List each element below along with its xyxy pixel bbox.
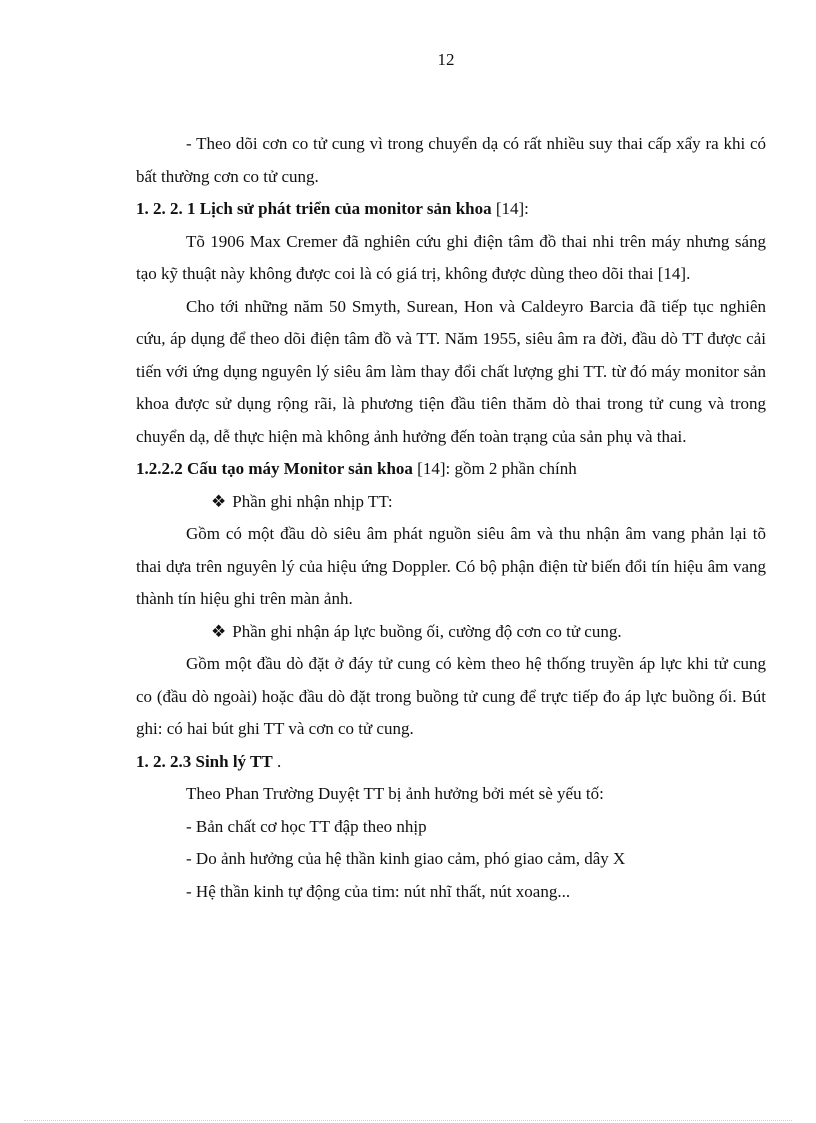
bullet-heart-rate-text: Phần ghi nhận nhịp TT: (232, 491, 393, 511)
diamond-bullet-icon: ❖ (211, 491, 227, 511)
document-body (136, 128, 766, 908)
paragraph-history-1950s: Cho tới những năm 50 Smyth, Surean, Hon và Caldeyro Barcia đã tiếp tục nghiên cứu, áp dụng để theo dõi điện tâm đồ và TT. Năm 1955, siêu âm ra đời, đầu dò TT được cải tiến với ứng dụng nguyên lý siêu âm làm thay đổi chất lượng ghi TT. từ đó máy monitor sản khoa được sử dụng rộng rãi, là phương tiện đầu tiên thăm dò thai trong tử cung và trong chuyển dạ, dễ thực hiện mà không ảnh hưởng đến toàn trạng của sản phụ và thai. (136, 296, 766, 446)
section-heading-physiology-suffix: . (272, 751, 282, 771)
section-heading-structure (136, 453, 766, 486)
page-number: 12 (437, 50, 455, 69)
bullet-pressure-part (136, 616, 766, 649)
paragraph-pressure-probe: Gồm một đầu dò đặt ở đáy tử cung có kèm theo hệ thống truyền áp lực khi tử cung co (đầu dò ngoài) hoặc đầu dò đặt trong buồng tử cung để trực tiếp đo áp lực buồng ối. Bút ghi: có hai bút ghi TT và cơn co tử cung. (136, 654, 766, 738)
list-item: - Do ảnh hưởng của hệ thần kinh giao cảm, phó giao cảm, dây X (186, 849, 626, 868)
section-heading-history (136, 193, 766, 226)
diamond-bullet-icon: ❖ (211, 621, 227, 641)
section-heading-history-ref: [14]: (491, 199, 529, 218)
section-heading-physiology (136, 746, 766, 779)
page-bottom-divider (24, 1120, 792, 1121)
section-heading-structure-title: 1.2.2.2 Cấu tạo máy Monitor sản khoa (136, 459, 413, 478)
paragraph-ultrasound-probe: Gồm có một đầu dò siêu âm phát nguồn siêu âm và thu nhận âm vang phản lại tõ thai dựa trên nguyên lý của hiệu ứng Doppler. Có bộ phận điện từ biến đổi tín hiệu âm vang thành tín hiệu ghi trên màn ảnh. (136, 524, 766, 608)
bullet-heart-rate-part (136, 486, 766, 519)
section-heading-physiology-title: 1. 2. 2.3 Sinh lý TT (136, 751, 273, 771)
paragraph-contraction-monitoring: - Theo dõi cơn co tử cung vì trong chuyển dạ có rất nhiều suy thai cấp xẩy ra khi có bất thường cơn co tử cung. (136, 134, 766, 186)
section-heading-structure-ref: [14]: gồm 2 phần chính (412, 459, 577, 478)
paragraph-history-1906: Tõ 1906 Max Cremer đã nghiên cứu ghi điện tâm đồ thai nhi trên máy nhưng sáng tạo kỹ thuật này không được coi là có giá trị, không được dùng theo dõi thai [14]. (136, 231, 766, 283)
section-heading-history-title: 1. 2. 2. 1 Lịch sử phát triển của monitor sản khoa (136, 199, 492, 218)
bullet-pressure-text: Phần ghi nhận áp lực buồng ối, cường độ cơn co tử cung. (232, 621, 622, 641)
list-item: - Bản chất cơ học TT đập theo nhịp (186, 816, 427, 836)
list-item: - Hệ thần kinh tự động của tim: nút nhĩ thất, nút xoang... (186, 881, 571, 901)
paragraph-factors-intro: Theo Phan Trường Duyệt TT bị ảnh hưởng bởi mét sè yếu tố: (186, 784, 604, 803)
